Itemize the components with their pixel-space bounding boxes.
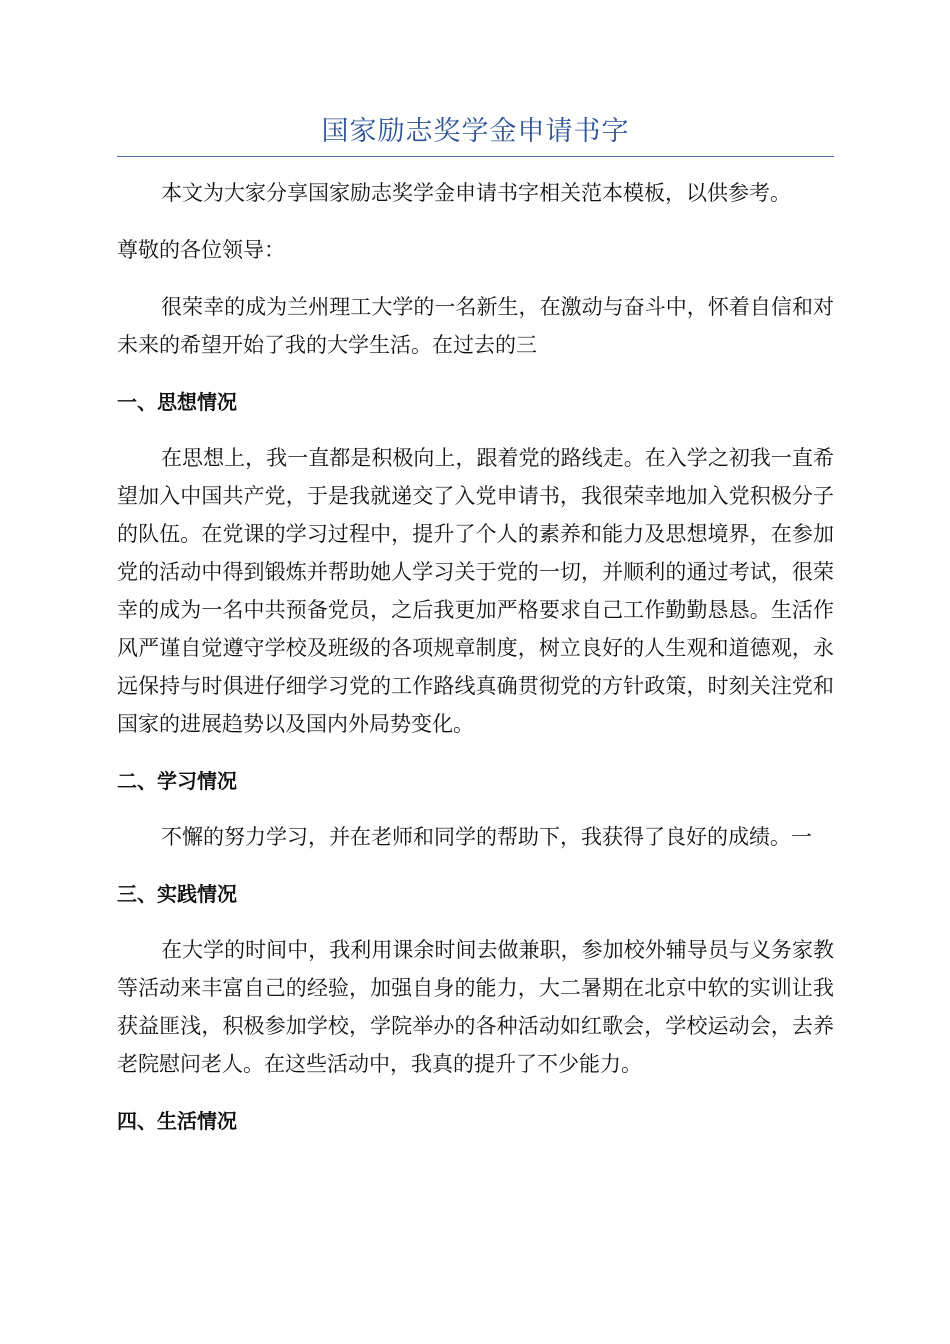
document-title: 国家励志奖学金申请书字 (321, 116, 630, 147)
intro-paragraph: 本文为大家分享国家励志奖学金申请书字相关范本模板，以供参考。 (161, 181, 791, 205)
section-heading-thought: 一、思想情况 (117, 390, 237, 414)
title-block (117, 112, 834, 157)
document-body (117, 174, 834, 1159)
section-heading-life: 四、生活情况 (117, 1109, 237, 1133)
section-text-practice: 在大学的时间中，我利用课余时间去做兼职，参加校外辅导员与义务家教等活动来丰富自己的经验，加强自身的能力，大二暑期在北京中软的实训让我获益匪浅，积极参加学校，学院举办的各种活动如红歌会，学校运动会，去养老院慰问老人。在这些活动中，我真的提升了不少能力。 (117, 938, 834, 1076)
opening-paragraph: 很荣幸的成为兰州理工大学的一名新生，在激动与奋斗中，怀着自信和对未来的希望开始了我的大学生活。在过去的三 (117, 295, 834, 357)
section-heading-practice: 三、实践情况 (117, 882, 237, 906)
section-heading-study: 二、学习情况 (117, 769, 237, 793)
section-text-thought: 在思想上，我一直都是积极向上，跟着党的路线走。在入学之初我一直希望加入中国共产党，于是我就递交了入党申请书，我很荣幸地加入党积极分子的队伍。在党课的学习过程中，提升了个人的素养和能力及思想境界，在参加党的活动中得到锻炼并帮助她人学习关于党的一切，并顺利的通过考试，很荣幸的成为一名中共预备党员，之后我更加严格要求自己工作勤勤恳恳。生活作风严谨自觉遵守学校及班级的各项规章制度，树立良好的人生观和道德观，永远保持与时俱进仔细学习党的工作路线真确贯彻党的方针政策，时刻关注党和国家的进展趋势以及国内外局势变化。 (117, 446, 834, 736)
salutation: 尊敬的各位领导： (117, 238, 285, 262)
section-text-study: 不懈的努力学习，并在老师和同学的帮助下，我获得了良好的成绩。一 (161, 825, 812, 849)
